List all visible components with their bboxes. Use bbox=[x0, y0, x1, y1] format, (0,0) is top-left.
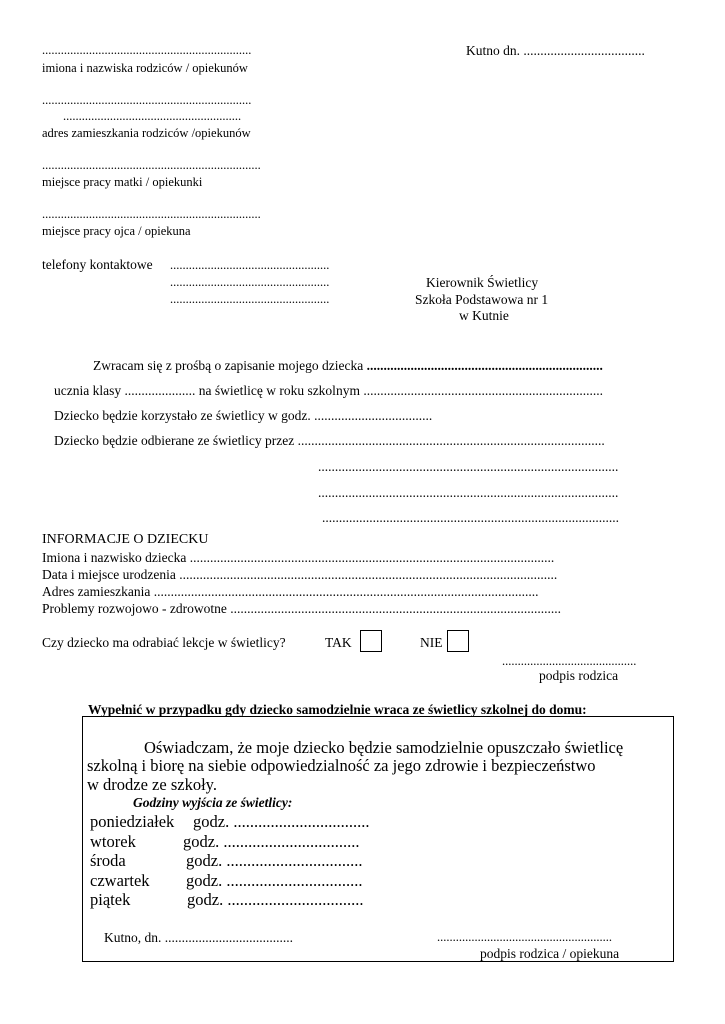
request-line-1-dots[interactable]: ...................................................................... bbox=[366, 358, 603, 373]
request-dots-c[interactable]: ........................................................................................ bbox=[322, 510, 619, 525]
request-line-2[interactable]: ucznia klasy ..................... na świetlicę w roku szkolnym ....................................................................... bbox=[54, 383, 603, 398]
homework-question: Czy dziecko ma odrabiać lekcje w świetlicy? bbox=[42, 635, 286, 650]
child-info-heading: INFORMACJE O DZIECKU bbox=[42, 532, 209, 547]
request-line-3[interactable]: Dziecko będzie korzystało ze świetlicy w godz. ................................... bbox=[54, 408, 433, 423]
request-line-4[interactable]: Dziecko będzie odbierane ze świetlicy przez ........................................................................................... bbox=[54, 433, 605, 448]
request-dots-a[interactable]: ......................................................................................... bbox=[318, 459, 619, 474]
addressee-line-2: Szkoła Podstawowa nr 1 bbox=[415, 292, 549, 307]
declaration-text-line-1: Oświadczam, że moje dziecko będzie samodzielnie opuszczało świetlicę bbox=[144, 738, 624, 757]
hour-field-wednesday[interactable]: godz. ................................. bbox=[186, 851, 363, 870]
address-dots-2[interactable]: ......................................................... bbox=[63, 109, 242, 123]
child-problems-field[interactable]: Problemy rozwojowo - zdrowotne .................................................................................................. bbox=[42, 601, 561, 616]
child-address-field[interactable]: Adres zamieszkania .................................................................................................................. bbox=[42, 584, 539, 599]
no-label: NIE bbox=[420, 635, 443, 650]
hours-heading: Godziny wyjścia ze świetlicy: bbox=[133, 795, 293, 810]
phones-label: telefony kontaktowe bbox=[42, 257, 153, 272]
hour-field-tuesday[interactable]: godz. ................................. bbox=[183, 832, 360, 851]
request-line-1-text: Zwracam się z prośbą o zapisanie mojego dziecka bbox=[93, 358, 364, 373]
phone-dots-2[interactable]: ................................................... bbox=[170, 275, 330, 289]
declaration-text-line-3: w drodze ze szkoły. bbox=[87, 775, 217, 794]
address-label: adres zamieszkania rodziców /opiekunów bbox=[42, 126, 251, 140]
father-work-label: miejsce pracy ojca / opiekuna bbox=[42, 224, 191, 238]
city-date[interactable]: Kutno dn. .................................... bbox=[466, 43, 645, 58]
day-label-tuesday: wtorek bbox=[90, 832, 136, 851]
addressee-line-3: w Kutnie bbox=[459, 308, 509, 323]
declaration-instruction: Wypełnić w przypadku gdy dziecko samodzielnie wraca ze świetlicy szkolnej do domu: bbox=[88, 702, 587, 717]
child-birth-field[interactable]: Data i miejsce urodzenia ................................................................................................................ bbox=[42, 567, 558, 582]
declaration-text-line-2: szkolną i biorę na siebie odpowiedzialność za jego zdrowie i bezpieczeństwo bbox=[87, 756, 596, 775]
father-work-dots[interactable]: ...................................................................... bbox=[42, 207, 261, 221]
day-label-monday: poniedziałek bbox=[90, 812, 175, 831]
phone-dots-3[interactable]: ................................................... bbox=[170, 292, 330, 306]
hour-field-friday[interactable]: godz. ................................. bbox=[187, 890, 364, 909]
no-checkbox[interactable] bbox=[447, 630, 469, 652]
request-dots-b[interactable]: ......................................................................................... bbox=[318, 485, 619, 500]
request-line-1 bbox=[93, 359, 603, 373]
parents-names-label: imiona i nazwiska rodziców / opiekunów bbox=[42, 61, 248, 75]
parents-names-dots[interactable]: ................................................................... bbox=[42, 43, 252, 57]
declaration-signature-dots[interactable]: ........................................................ bbox=[437, 930, 612, 944]
hour-field-monday[interactable]: godz. ................................. bbox=[193, 812, 370, 831]
mother-work-dots[interactable]: ...................................................................... bbox=[42, 158, 261, 172]
phone-dots-1[interactable]: ................................................... bbox=[170, 258, 330, 272]
declaration-place-date[interactable]: Kutno, dn. ...................................... bbox=[104, 930, 293, 945]
day-label-friday: piątek bbox=[90, 890, 131, 909]
parent-signature-label: podpis rodzica bbox=[539, 668, 619, 683]
yes-checkbox[interactable] bbox=[360, 630, 382, 652]
day-label-wednesday: środa bbox=[90, 851, 126, 870]
child-name-field[interactable]: Imiona i nazwisko dziecka ............................................................................................................ bbox=[42, 550, 555, 565]
parent-signature-dots[interactable]: ........................................... bbox=[502, 654, 637, 668]
address-dots-1[interactable]: ................................................................... bbox=[42, 93, 252, 107]
day-label-thursday: czwartek bbox=[90, 871, 150, 890]
yes-label: TAK bbox=[325, 635, 352, 650]
hour-field-thursday[interactable]: godz. ................................. bbox=[186, 871, 363, 890]
declaration-signature-label: podpis rodzica / opiekuna bbox=[480, 946, 620, 961]
addressee-line-1: Kierownik Świetlicy bbox=[426, 275, 539, 290]
mother-work-label: miejsce pracy matki / opiekunki bbox=[42, 175, 203, 189]
